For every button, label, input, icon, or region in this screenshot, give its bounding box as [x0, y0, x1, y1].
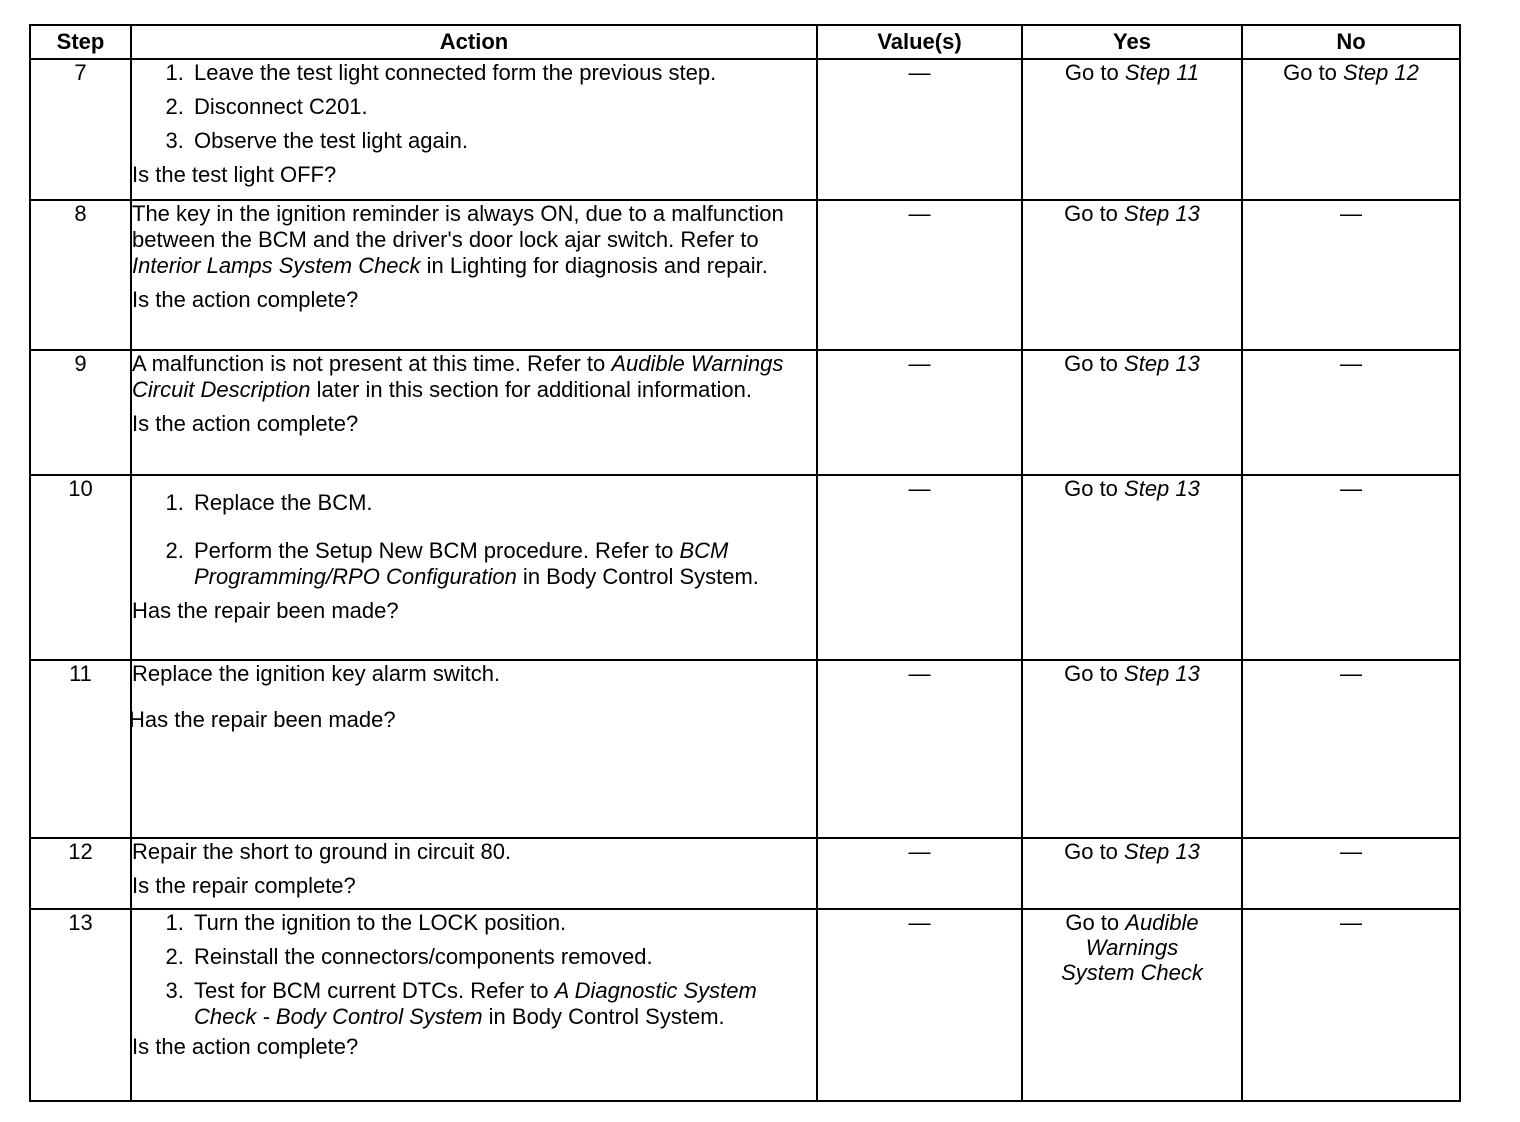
step-number: 9 — [30, 350, 131, 475]
table-row-step-8 — [30, 200, 1460, 350]
action-question: Is the action complete? — [132, 411, 359, 436]
reference-link: Audible Warnings Circuit Description — [132, 351, 784, 402]
yes-prefix: Go to — [1064, 351, 1125, 376]
step-number: 12 — [30, 838, 131, 909]
yes-step-ref: Step 13 — [1124, 351, 1200, 376]
action-question: Is the action complete? — [132, 1034, 359, 1059]
table-header-row — [30, 25, 1460, 59]
action-step: 1. Leave the test light connected form the previous step. — [190, 60, 816, 86]
action-text-part: in Body Control System. — [516, 564, 759, 589]
yes-prefix: Go to — [1064, 201, 1125, 226]
step-number: 13 — [30, 909, 131, 1101]
action-text: Replace the ignition key alarm switch. — [132, 661, 501, 686]
action-step: 2. Disconnect C201. — [190, 94, 816, 120]
no-cell — [1242, 59, 1460, 200]
no-cell — [1242, 660, 1460, 838]
action-step: 1. Turn the ignition to the LOCK position. — [190, 910, 816, 936]
no-dash: — — [1340, 476, 1362, 501]
values-dash: — — [908, 476, 931, 501]
yes-cell — [1022, 350, 1242, 475]
action-question: Is the repair complete? — [132, 873, 356, 898]
no-cell — [1242, 909, 1460, 1101]
yes-step-ref: Step 13 — [1124, 201, 1200, 226]
action-question: Has the repair been made? — [132, 598, 399, 623]
step-number: 7 — [30, 59, 131, 200]
action-text-part: in Body Control System. — [482, 1004, 725, 1029]
values-cell — [817, 59, 1022, 200]
table-row-step-10 — [30, 475, 1460, 660]
no-dash: — — [1340, 661, 1362, 686]
no-dash: — — [1340, 910, 1362, 935]
yes-prefix: Go to — [1064, 661, 1125, 686]
step-number: 8 — [30, 200, 131, 350]
action-steps — [132, 910, 816, 1030]
header-values: Value(s) — [817, 25, 1022, 59]
yes-cell — [1022, 59, 1242, 200]
reference-link: BCM Programming/RPO Configuration — [194, 538, 729, 589]
header-no: No — [1242, 25, 1460, 59]
no-prefix: Go to — [1283, 60, 1344, 85]
yes-prefix: Go to — [1064, 60, 1125, 85]
no-cell — [1242, 475, 1460, 660]
no-step-ref: Step 12 — [1343, 60, 1419, 85]
table-row-step-12 — [30, 838, 1460, 909]
action-question: Is the action complete? — [132, 287, 359, 312]
action-text-part: The key in the ignition reminder is always ON, due to a malfunction between the BCM and the driver's door lock ajar switch. Refer to — [132, 201, 784, 252]
reference-link: Interior Lamps System Check — [132, 253, 421, 278]
action-step: 3. Observe the test light again. — [190, 128, 816, 154]
action-cell — [131, 475, 817, 660]
action-text: Repair the short to ground in circuit 80. — [132, 839, 512, 864]
table-row-step-11 — [30, 660, 1460, 838]
yes-prefix: Go to — [1064, 476, 1125, 501]
reference-link: A Diagnostic System Check - Body Control System — [194, 978, 757, 1029]
diagnostic-table — [29, 24, 1461, 1102]
no-dash: — — [1340, 201, 1362, 226]
values-dash: — — [908, 351, 931, 376]
yes-cell — [1022, 838, 1242, 909]
action-text-part: in Lighting for diagnosis and repair. — [420, 253, 768, 278]
header-action: Action — [131, 25, 817, 59]
values-dash: — — [908, 661, 931, 686]
no-cell — [1242, 200, 1460, 350]
action-text-part: Perform the Setup New BCM procedure. Refer to — [194, 538, 680, 563]
yes-prefix: Go to — [1064, 839, 1125, 864]
yes-cell — [1022, 475, 1242, 660]
values-dash: — — [908, 910, 931, 935]
yes-step-ref: Audible Warnings System Check — [1061, 910, 1203, 985]
table-row-step-9 — [30, 350, 1460, 475]
action-cell — [131, 909, 817, 1101]
values-cell — [817, 200, 1022, 350]
values-dash: — — [908, 60, 931, 85]
values-cell — [817, 838, 1022, 909]
yes-step-ref: Step 13 — [1124, 476, 1200, 501]
action-steps — [132, 490, 816, 590]
action-step: 2. Reinstall the connectors/components removed. — [190, 944, 816, 970]
no-cell — [1242, 838, 1460, 909]
action-cell — [131, 200, 817, 350]
action-step — [190, 978, 816, 1030]
values-cell — [817, 909, 1022, 1101]
yes-step-ref: Step 13 — [1124, 839, 1200, 864]
action-text — [132, 351, 816, 403]
values-cell — [817, 475, 1022, 660]
step-number: 11 — [30, 660, 131, 838]
no-cell — [1242, 350, 1460, 475]
yes-cell — [1022, 909, 1242, 1101]
table-row-step-7 — [30, 59, 1460, 200]
yes-prefix: Go to — [1065, 910, 1126, 935]
action-steps — [132, 60, 816, 154]
no-dash: — — [1340, 839, 1362, 864]
yes-cell — [1022, 200, 1242, 350]
action-text-part: later in this section for additional information. — [310, 377, 752, 402]
values-dash: — — [908, 201, 931, 226]
header-step: Step — [30, 25, 131, 59]
yes-step-ref: Step 11 — [1124, 60, 1200, 85]
action-cell — [131, 350, 817, 475]
values-dash: — — [908, 839, 931, 864]
yes-cell — [1022, 660, 1242, 838]
action-text-part: Test for BCM current DTCs. Refer to — [194, 978, 555, 1003]
table-row-step-13 — [30, 909, 1460, 1101]
yes-step-ref: Step 13 — [1124, 661, 1200, 686]
action-step — [190, 538, 816, 590]
action-cell — [131, 59, 817, 200]
step-number: 10 — [30, 475, 131, 660]
action-step: 1. Replace the BCM. — [190, 490, 816, 516]
action-question: Is the test light OFF? — [132, 162, 337, 187]
action-question: Has the repair been made? — [129, 707, 396, 732]
no-dash: — — [1340, 351, 1362, 376]
header-yes: Yes — [1022, 25, 1242, 59]
action-cell — [131, 660, 817, 838]
action-text-part: A malfunction is not present at this time. Refer to — [132, 351, 612, 376]
action-text — [132, 201, 816, 279]
values-cell — [817, 660, 1022, 838]
action-cell — [131, 838, 817, 909]
values-cell — [817, 350, 1022, 475]
